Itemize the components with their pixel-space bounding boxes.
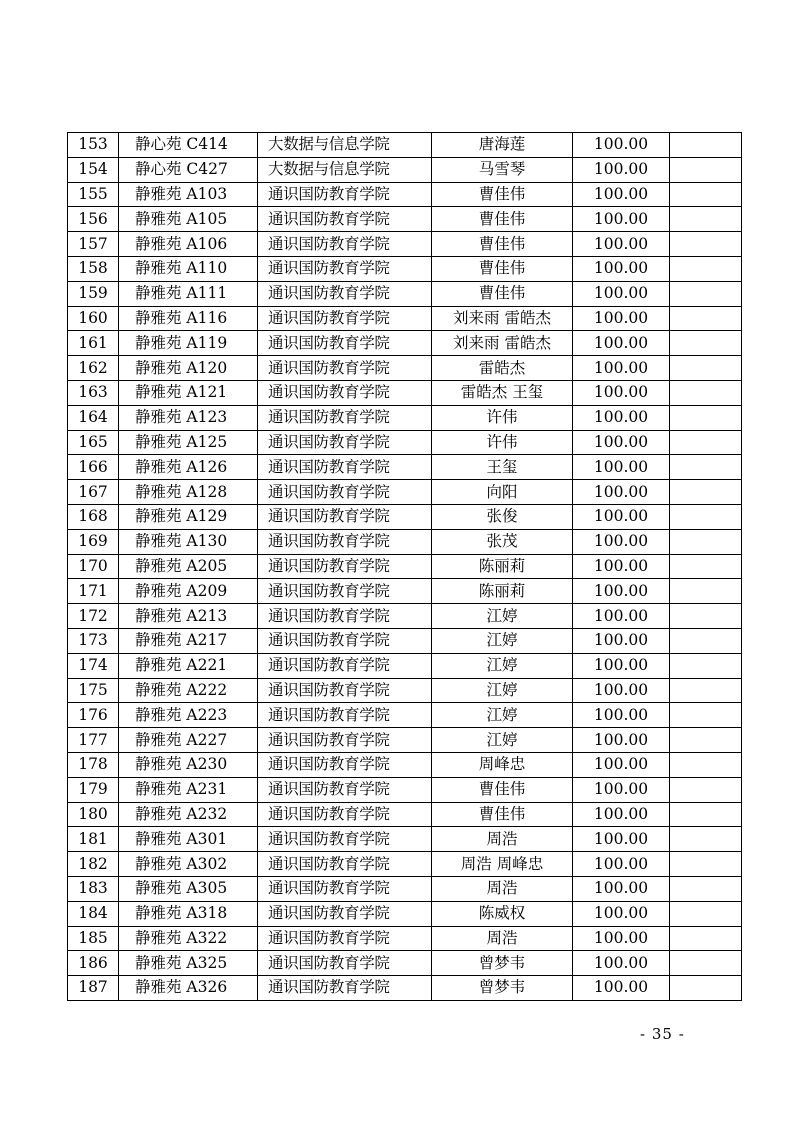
remark-cell (670, 281, 742, 306)
table-row (68, 157, 742, 182)
row-number-cell: 157 (68, 232, 119, 257)
table-row (68, 951, 742, 976)
score-cell: 100.00 (573, 405, 670, 430)
score-cell: 100.00 (573, 579, 670, 604)
score-cell: 100.00 (573, 256, 670, 281)
remark-cell (670, 380, 742, 405)
remark-cell (670, 703, 742, 728)
score-cell: 100.00 (573, 554, 670, 579)
row-number-cell: 167 (68, 480, 119, 505)
college-cell: 通识国防教育学院 (258, 951, 432, 976)
dorm-room-cell: 静雅苑 A325 (119, 951, 258, 976)
table-row (68, 430, 742, 455)
responsible-person-cell: 王玺 (432, 455, 573, 480)
remark-cell (670, 827, 742, 852)
row-number-cell: 181 (68, 827, 119, 852)
row-number-cell: 184 (68, 901, 119, 926)
score-cell: 100.00 (573, 480, 670, 505)
remark-cell (670, 579, 742, 604)
college-cell: 大数据与信息学院 (258, 157, 432, 182)
college-cell: 通识国防教育学院 (258, 976, 432, 1001)
responsible-person-cell: 江婷 (432, 728, 573, 753)
dorm-room-cell: 静雅苑 A110 (119, 256, 258, 281)
remark-cell (670, 529, 742, 554)
dorm-room-cell: 静雅苑 A116 (119, 306, 258, 331)
table-row (68, 480, 742, 505)
score-cell: 100.00 (573, 455, 670, 480)
row-number-cell: 178 (68, 752, 119, 777)
row-number-cell: 160 (68, 306, 119, 331)
dorm-room-cell: 静雅苑 A205 (119, 554, 258, 579)
dorm-room-cell: 静雅苑 A305 (119, 876, 258, 901)
table-row (68, 628, 742, 653)
remark-cell (670, 678, 742, 703)
responsible-person-cell: 许伟 (432, 405, 573, 430)
row-number-cell: 171 (68, 579, 119, 604)
remark-cell (670, 777, 742, 802)
college-cell: 通识国防教育学院 (258, 852, 432, 877)
dorm-room-cell: 静雅苑 A128 (119, 480, 258, 505)
responsible-person-cell: 曹佳伟 (432, 256, 573, 281)
row-number-cell: 182 (68, 852, 119, 877)
responsible-person-cell: 刘来雨 雷皓杰 (432, 331, 573, 356)
table-row (68, 852, 742, 877)
dorm-room-cell: 静雅苑 A123 (119, 405, 258, 430)
responsible-person-cell: 周浩 (432, 926, 573, 951)
score-cell: 100.00 (573, 604, 670, 629)
responsible-person-cell: 张茂 (432, 529, 573, 554)
remark-cell (670, 455, 742, 480)
remark-cell (670, 331, 742, 356)
dorm-room-cell: 静雅苑 A326 (119, 976, 258, 1001)
responsible-person-cell: 江婷 (432, 678, 573, 703)
college-cell: 通识国防教育学院 (258, 306, 432, 331)
row-number-cell: 168 (68, 504, 119, 529)
table-row (68, 380, 742, 405)
remark-cell (670, 876, 742, 901)
remark-cell (670, 480, 742, 505)
responsible-person-cell: 向阳 (432, 480, 573, 505)
score-cell: 100.00 (573, 157, 670, 182)
score-cell: 100.00 (573, 628, 670, 653)
table-row (68, 133, 742, 158)
row-number-cell: 158 (68, 256, 119, 281)
score-cell: 100.00 (573, 752, 670, 777)
remark-cell (670, 604, 742, 629)
remark-cell (670, 951, 742, 976)
responsible-person-cell: 周浩 周峰忠 (432, 852, 573, 877)
row-number-cell: 169 (68, 529, 119, 554)
responsible-person-cell: 江婷 (432, 703, 573, 728)
responsible-person-cell: 曹佳伟 (432, 232, 573, 257)
remark-cell (670, 554, 742, 579)
dorm-room-cell: 静雅苑 A120 (119, 356, 258, 381)
dorm-room-cell: 静雅苑 A121 (119, 380, 258, 405)
remark-cell (670, 306, 742, 331)
table-row (68, 331, 742, 356)
responsible-person-cell: 江婷 (432, 604, 573, 629)
college-cell: 通识国防教育学院 (258, 628, 432, 653)
college-cell: 通识国防教育学院 (258, 380, 432, 405)
score-cell: 100.00 (573, 802, 670, 827)
row-number-cell: 165 (68, 430, 119, 455)
college-cell: 通识国防教育学院 (258, 604, 432, 629)
score-cell: 100.00 (573, 653, 670, 678)
remark-cell (670, 504, 742, 529)
score-cell: 100.00 (573, 827, 670, 852)
dorm-room-cell: 静雅苑 A322 (119, 926, 258, 951)
responsible-person-cell: 曾梦韦 (432, 976, 573, 1001)
score-cell: 100.00 (573, 976, 670, 1001)
score-cell: 100.00 (573, 777, 670, 802)
row-number-cell: 179 (68, 777, 119, 802)
score-cell: 100.00 (573, 852, 670, 877)
college-cell: 通识国防教育学院 (258, 529, 432, 554)
college-cell: 大数据与信息学院 (258, 133, 432, 158)
college-cell: 通识国防教育学院 (258, 876, 432, 901)
dorm-room-cell: 静雅苑 A231 (119, 777, 258, 802)
college-cell: 通识国防教育学院 (258, 331, 432, 356)
table-row (68, 678, 742, 703)
college-cell: 通识国防教育学院 (258, 802, 432, 827)
responsible-person-cell: 许伟 (432, 430, 573, 455)
row-number-cell: 154 (68, 157, 119, 182)
remark-cell (670, 207, 742, 232)
responsible-person-cell: 周浩 (432, 876, 573, 901)
score-cell: 100.00 (573, 182, 670, 207)
table-row (68, 529, 742, 554)
score-cell: 100.00 (573, 207, 670, 232)
row-number-cell: 177 (68, 728, 119, 753)
remark-cell (670, 182, 742, 207)
dorm-room-cell: 静雅苑 A301 (119, 827, 258, 852)
dorm-room-cell: 静雅苑 A230 (119, 752, 258, 777)
dormitory-score-table (67, 132, 742, 1001)
row-number-cell: 153 (68, 133, 119, 158)
college-cell: 通识国防教育学院 (258, 480, 432, 505)
college-cell: 通识国防教育学院 (258, 728, 432, 753)
responsible-person-cell: 周峰忠 (432, 752, 573, 777)
remark-cell (670, 926, 742, 951)
college-cell: 通识国防教育学院 (258, 777, 432, 802)
remark-cell (670, 628, 742, 653)
dorm-room-cell: 静雅苑 A111 (119, 281, 258, 306)
row-number-cell: 185 (68, 926, 119, 951)
college-cell: 通识国防教育学院 (258, 579, 432, 604)
table-row (68, 256, 742, 281)
row-number-cell: 166 (68, 455, 119, 480)
score-cell: 100.00 (573, 876, 670, 901)
college-cell: 通识国防教育学院 (258, 901, 432, 926)
row-number-cell: 180 (68, 802, 119, 827)
college-cell: 通识国防教育学院 (258, 703, 432, 728)
remark-cell (670, 405, 742, 430)
responsible-person-cell: 曹佳伟 (432, 802, 573, 827)
score-cell: 100.00 (573, 951, 670, 976)
college-cell: 通识国防教育学院 (258, 653, 432, 678)
remark-cell (670, 852, 742, 877)
college-cell: 通识国防教育学院 (258, 678, 432, 703)
table-row (68, 405, 742, 430)
college-cell: 通识国防教育学院 (258, 405, 432, 430)
row-number-cell: 187 (68, 976, 119, 1001)
dorm-room-cell: 静雅苑 A103 (119, 182, 258, 207)
table-row (68, 802, 742, 827)
page-number: - 35 - (640, 1025, 685, 1043)
row-number-cell: 186 (68, 951, 119, 976)
row-number-cell: 183 (68, 876, 119, 901)
table-row (68, 207, 742, 232)
table-row (68, 876, 742, 901)
score-cell: 100.00 (573, 331, 670, 356)
remark-cell (670, 976, 742, 1001)
score-cell: 100.00 (573, 430, 670, 455)
score-cell: 100.00 (573, 901, 670, 926)
score-cell: 100.00 (573, 703, 670, 728)
remark-cell (670, 356, 742, 381)
dorm-room-cell: 静雅苑 A129 (119, 504, 258, 529)
dorm-room-cell: 静雅苑 A126 (119, 455, 258, 480)
responsible-person-cell: 周浩 (432, 827, 573, 852)
table-row (68, 777, 742, 802)
remark-cell (670, 901, 742, 926)
remark-cell (670, 802, 742, 827)
responsible-person-cell: 曾梦韦 (432, 951, 573, 976)
row-number-cell: 159 (68, 281, 119, 306)
dorm-room-cell: 静雅苑 A217 (119, 628, 258, 653)
dorm-room-cell: 静雅苑 A106 (119, 232, 258, 257)
responsible-person-cell: 曹佳伟 (432, 207, 573, 232)
row-number-cell: 162 (68, 356, 119, 381)
table-row (68, 579, 742, 604)
remark-cell (670, 430, 742, 455)
college-cell: 通识国防教育学院 (258, 926, 432, 951)
dorm-room-cell: 静雅苑 A227 (119, 728, 258, 753)
row-number-cell: 155 (68, 182, 119, 207)
dorm-room-cell: 静雅苑 A209 (119, 579, 258, 604)
table-row (68, 281, 742, 306)
score-cell: 100.00 (573, 232, 670, 257)
responsible-person-cell: 曹佳伟 (432, 182, 573, 207)
table-row (68, 455, 742, 480)
dorm-room-cell: 静雅苑 A213 (119, 604, 258, 629)
remark-cell (670, 256, 742, 281)
row-number-cell: 175 (68, 678, 119, 703)
dorm-room-cell: 静雅苑 A232 (119, 802, 258, 827)
remark-cell (670, 728, 742, 753)
responsible-person-cell: 曹佳伟 (432, 777, 573, 802)
college-cell: 通识国防教育学院 (258, 504, 432, 529)
table-row (68, 901, 742, 926)
row-number-cell: 156 (68, 207, 119, 232)
row-number-cell: 173 (68, 628, 119, 653)
responsible-person-cell: 唐海莲 (432, 133, 573, 158)
college-cell: 通识国防教育学院 (258, 207, 432, 232)
table-row (68, 604, 742, 629)
college-cell: 通识国防教育学院 (258, 455, 432, 480)
responsible-person-cell: 江婷 (432, 628, 573, 653)
score-cell: 100.00 (573, 728, 670, 753)
dorm-room-cell: 静雅苑 A318 (119, 901, 258, 926)
college-cell: 通识国防教育学院 (258, 182, 432, 207)
score-cell: 100.00 (573, 281, 670, 306)
responsible-person-cell: 马雪琴 (432, 157, 573, 182)
college-cell: 通识国防教育学院 (258, 232, 432, 257)
dorm-room-cell: 静雅苑 A223 (119, 703, 258, 728)
responsible-person-cell: 陈丽莉 (432, 579, 573, 604)
row-number-cell: 174 (68, 653, 119, 678)
score-cell: 100.00 (573, 380, 670, 405)
remark-cell (670, 752, 742, 777)
table-row (68, 728, 742, 753)
remark-cell (670, 157, 742, 182)
table-row (68, 827, 742, 852)
responsible-person-cell: 张俊 (432, 504, 573, 529)
table-row (68, 752, 742, 777)
row-number-cell: 164 (68, 405, 119, 430)
responsible-person-cell: 雷皓杰 (432, 356, 573, 381)
score-cell: 100.00 (573, 356, 670, 381)
dorm-room-cell: 静心苑 C414 (119, 133, 258, 158)
college-cell: 通识国防教育学院 (258, 281, 432, 306)
table-row (68, 926, 742, 951)
score-cell: 100.00 (573, 678, 670, 703)
college-cell: 通识国防教育学院 (258, 256, 432, 281)
responsible-person-cell: 陈丽莉 (432, 554, 573, 579)
responsible-person-cell: 刘来雨 雷皓杰 (432, 306, 573, 331)
row-number-cell: 163 (68, 380, 119, 405)
score-cell: 100.00 (573, 926, 670, 951)
table-body (68, 133, 742, 1001)
score-cell: 100.00 (573, 529, 670, 554)
table-row (68, 232, 742, 257)
row-number-cell: 170 (68, 554, 119, 579)
college-cell: 通识国防教育学院 (258, 827, 432, 852)
table-row (68, 554, 742, 579)
score-cell: 100.00 (573, 133, 670, 158)
dorm-room-cell: 静雅苑 A119 (119, 331, 258, 356)
table-row (68, 306, 742, 331)
college-cell: 通识国防教育学院 (258, 430, 432, 455)
score-cell: 100.00 (573, 504, 670, 529)
responsible-person-cell: 雷皓杰 王玺 (432, 380, 573, 405)
table-row (68, 703, 742, 728)
table-row (68, 653, 742, 678)
table-row (68, 976, 742, 1001)
responsible-person-cell: 曹佳伟 (432, 281, 573, 306)
dorm-room-cell: 静雅苑 A222 (119, 678, 258, 703)
remark-cell (670, 653, 742, 678)
table-row (68, 182, 742, 207)
responsible-person-cell: 江婷 (432, 653, 573, 678)
dorm-room-cell: 静雅苑 A302 (119, 852, 258, 877)
row-number-cell: 161 (68, 331, 119, 356)
remark-cell (670, 133, 742, 158)
responsible-person-cell: 陈威权 (432, 901, 573, 926)
table-row (68, 356, 742, 381)
row-number-cell: 176 (68, 703, 119, 728)
dorm-room-cell: 静雅苑 A221 (119, 653, 258, 678)
row-number-cell: 172 (68, 604, 119, 629)
remark-cell (670, 232, 742, 257)
college-cell: 通识国防教育学院 (258, 554, 432, 579)
college-cell: 通识国防教育学院 (258, 752, 432, 777)
score-cell: 100.00 (573, 306, 670, 331)
dorm-room-cell: 静雅苑 A105 (119, 207, 258, 232)
dorm-room-cell: 静雅苑 A130 (119, 529, 258, 554)
dorm-room-cell: 静心苑 C427 (119, 157, 258, 182)
dorm-room-cell: 静雅苑 A125 (119, 430, 258, 455)
table-row (68, 504, 742, 529)
college-cell: 通识国防教育学院 (258, 356, 432, 381)
